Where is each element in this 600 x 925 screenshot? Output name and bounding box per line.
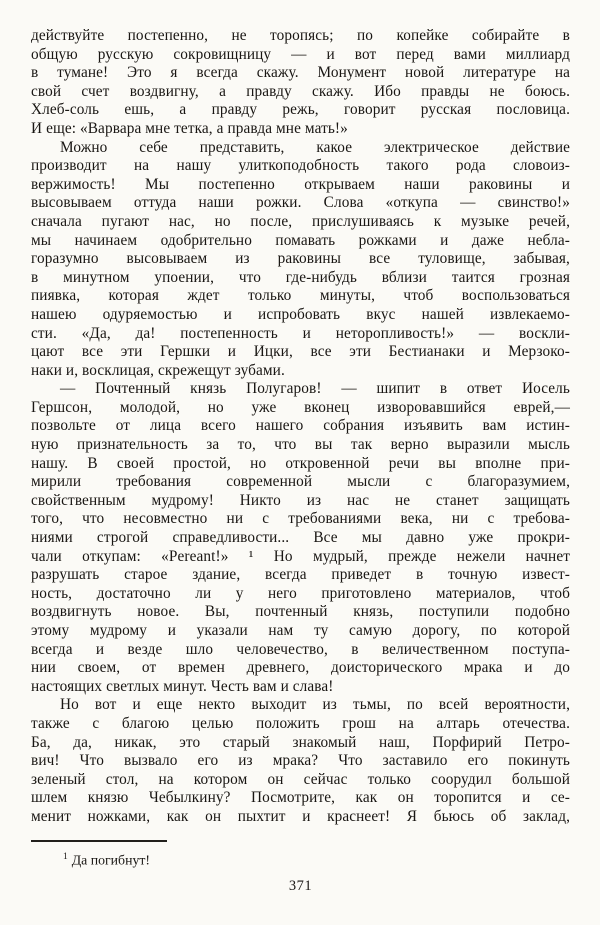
text-line: нии своем, от времен древнего, доисторического мрака и до xyxy=(31,659,570,677)
text-line: ную признательность за то, что вы так верно выразили мысль xyxy=(31,436,570,454)
text-line: зеленый стол, на котором он сейчас только соорудил большой xyxy=(31,770,570,788)
text-line: Ба, да, никак, это старый знакомый наш, Порфирий Петро- xyxy=(31,733,570,751)
footnote-text: Да погибнут! xyxy=(71,852,150,868)
text-line: того, что несовместно ни с требованиями века, ни с требова- xyxy=(31,510,570,528)
text-line: свой счет воздвигну, а правду скажу. Ибо правды не боюсь. xyxy=(31,82,570,100)
text-line: настоящих светлых минут. Честь вам и слава! xyxy=(31,677,334,695)
text-line: горазумно высовываем из раковины все туловище, забывая, xyxy=(31,250,570,268)
text-line: разрушать старое здание, всегда приведет в точную извест- xyxy=(31,566,570,584)
text-line: наки и, восклицая, скрежещут зубами. xyxy=(31,361,285,379)
text-line: пиявка, которая ждет только минуты, чтоб воспользоваться xyxy=(31,287,570,305)
text-line: — Почтенный князь Полугаров! — шипит в ответ Иосель xyxy=(60,380,570,398)
text-line: также с благою целью положить грош на алтарь отечества. xyxy=(31,714,570,732)
text-line: ниями строгой справедливости... Все мы давно уже прокри- xyxy=(31,529,570,547)
text-line: вержимость! Мы постепенно открываем наши раковины и xyxy=(31,175,570,193)
text-line: общую русскую сокровищницу — и вот перед вами миллиард xyxy=(31,45,570,63)
text-line: всегда и везде шло человечество, в величественном поступа- xyxy=(31,640,570,658)
text-line: этому мудрому и указали нам ту самую дорогу, по которой xyxy=(31,622,570,639)
text-line: высовываем оттуда наши рожки. Слова «откупа — свинство!» xyxy=(31,194,570,212)
footnote xyxy=(31,848,570,870)
paragraph xyxy=(31,139,570,381)
text-line: ность, достаточно ли у него приготовлено материалов, чтоб xyxy=(31,584,570,602)
text-line: Гершсон, молодой, но уже вконец изворовавшийся еврей,— xyxy=(31,398,570,416)
text-line: вич! Что вызвало его из мрака? Что заставило его покинуть xyxy=(31,752,570,770)
text-line: сти. «Да, да! постепенность и неторопливость!» — воскли- xyxy=(31,324,570,342)
paragraph xyxy=(31,696,570,826)
paragraph xyxy=(31,380,570,696)
text-line: И еще: «Варвара мне тетка, а правда мне мать!» xyxy=(31,119,348,137)
paragraph xyxy=(31,27,570,139)
text-line: нашею одуряемостью и испробовать вкус нашей извлекаемо- xyxy=(31,305,570,323)
text-line: воздвигнуть новое. Вы, почтенный князь, поступили подобно xyxy=(31,603,570,621)
text-line: позвольте от лица всего нашего собрания изъявить вам истин- xyxy=(31,417,570,435)
text-line: сначала пугают нас, но после, прислушиваясь к музыке речей, xyxy=(31,212,570,230)
main-text xyxy=(31,27,570,827)
text-line: цают все эти Гершки и Ицки, все эти Бестианаки и Мерзоко- xyxy=(31,343,570,361)
footnote-separator xyxy=(31,840,167,842)
text-line: свойственным мудрому! Никто из нас не станет защищать xyxy=(31,491,570,509)
page-number: 371 xyxy=(288,878,313,895)
text-line: нашу. В своей простой, но откровенной речи вы вполне при- xyxy=(31,454,570,472)
text-line: мирили требования современной мысли с благоразумием, xyxy=(31,473,570,491)
text-line: в минутном упоении, что где-нибудь вблизи таится грозная xyxy=(31,268,570,286)
footnote-marker: 1 xyxy=(63,851,68,862)
text-line: чали откупам: «Pereant!» ¹ Но мудрый, прежде нежели начнет xyxy=(31,547,570,565)
text-line: действуйте постепенно, не торопясь; по копейке собирайте в xyxy=(31,27,570,44)
text-line: мы начинаем одобрительно помавать рожками и даже небла- xyxy=(31,231,570,249)
text-line: шлем князю Чебылкину? Посмотрите, как он торопится и се- xyxy=(31,789,570,807)
text-line: Можно себе представить, какое электрическое действие xyxy=(60,138,570,156)
text-line: производит на нашу улиткоподобность такого рода словоиз- xyxy=(31,157,570,175)
text-line: в тумане! Это я всегда скажу. Монумент новой литературе на xyxy=(31,64,570,82)
text-line: Но вот и еще некто выходит из тьмы, по всей вероятности, xyxy=(60,696,570,714)
text-line: Хлеб-соль ешь, а правду режь, говорит русская пословица. xyxy=(31,101,570,119)
text-line: менит ножками, как он пыхтит и краснеет! Я бьюсь об заклад, xyxy=(31,807,570,825)
